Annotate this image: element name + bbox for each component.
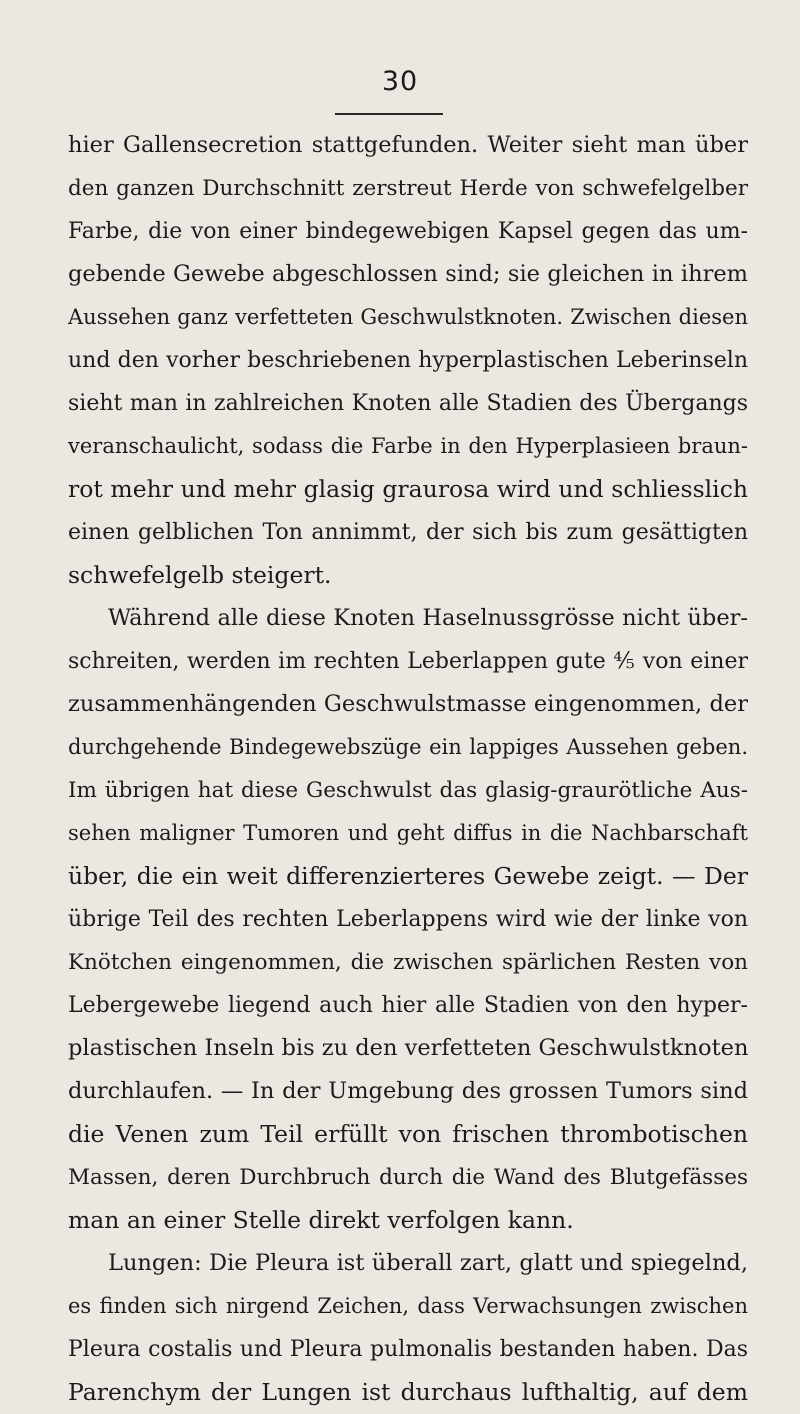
- text-line: den ganzen Durchschnitt zerstreut Herde von schwefelgelber: [68, 176, 748, 201]
- page-number: 30: [381, 66, 419, 97]
- text-line: durchlaufen. — In der Umgebung des grossen Tumors sind: [68, 1078, 748, 1104]
- text-line: sieht man in zahlreichen Knoten alle Stadien des Übergangs: [68, 391, 748, 416]
- text-line: einen gelblichen Ton annimmt, der sich bis zum gesättigten: [68, 520, 748, 545]
- text-line: veranschaulicht, sodass die Farbe in den Hyperplasieen braun-: [68, 434, 748, 458]
- text-line: über, die ein weit differenzierteres Gewebe zeigt. — Der: [68, 862, 748, 890]
- text-line: es finden sich nirgend Zeichen, dass Verwachsungen zwischen: [68, 1294, 748, 1318]
- header-rule: [335, 113, 443, 115]
- text-line: Lebergewebe liegend auch hier alle Stadien von den hyper-: [68, 993, 748, 1018]
- text-line: hier Gallensecretion stattgefunden. Weiter sieht man über: [68, 132, 748, 158]
- text-line: Parenchym der Lungen ist durchaus lufthaltig, auf dem: [68, 1378, 748, 1406]
- text-line: durchgehende Bindegewebszüge ein lappiges Aussehen geben.: [68, 735, 748, 759]
- text-line: schwefelgelb steigert.: [68, 561, 332, 589]
- text-line: Im übrigen hat diese Geschwulst das glasig-graurötliche Aus-: [68, 778, 748, 803]
- text-line: zusammenhängenden Geschwulstmasse eingenommen, der: [68, 691, 748, 717]
- text-line: Farbe, die von einer bindegewebigen Kapsel gegen das um-: [68, 219, 748, 244]
- text-line: und den vorher beschriebenen hyperplastischen Leberinseln: [68, 348, 748, 373]
- text-line: Knötchen eingenommen, die zwischen spärlichen Resten von: [68, 950, 748, 975]
- text-line: plastischen Inseln bis zu den verfetteten Geschwulstknoten: [68, 1035, 749, 1061]
- text-line: Pleura costalis und Pleura pulmonalis bestanden haben. Das: [68, 1337, 748, 1362]
- text-line: übrige Teil des rechten Leberlappens wird wie der linke von: [68, 907, 748, 932]
- body-text: [68, 124, 748, 1414]
- text-line: Massen, deren Durchbruch durch die Wand des Blutgefässes: [68, 1165, 748, 1190]
- text-line: die Venen zum Teil erfüllt von frischen thrombotischen: [68, 1120, 748, 1148]
- text-line: schreiten, werden im rechten Leberlappen gute ⅘ von einer: [68, 649, 748, 674]
- text-line: man an einer Stelle direkt verfolgen kann.: [68, 1206, 574, 1234]
- text-line: Während alle diese Knoten Haselnussgrösse nicht über-: [108, 605, 748, 631]
- text-line: Lungen: Die Pleura ist überall zart, glatt und spiegelnd,: [108, 1250, 748, 1276]
- text-line: gebende Gewebe abgeschlossen sind; sie gleichen in ihrem: [68, 261, 748, 287]
- text-line: rot mehr und mehr glasig graurosa wird und schliesslich: [68, 475, 748, 503]
- text-line: Aussehen ganz verfetteten Geschwulstknoten. Zwischen diesen: [68, 305, 748, 329]
- text-line: sehen maligner Tumoren und geht diffus in die Nachbarschaft: [68, 821, 748, 845]
